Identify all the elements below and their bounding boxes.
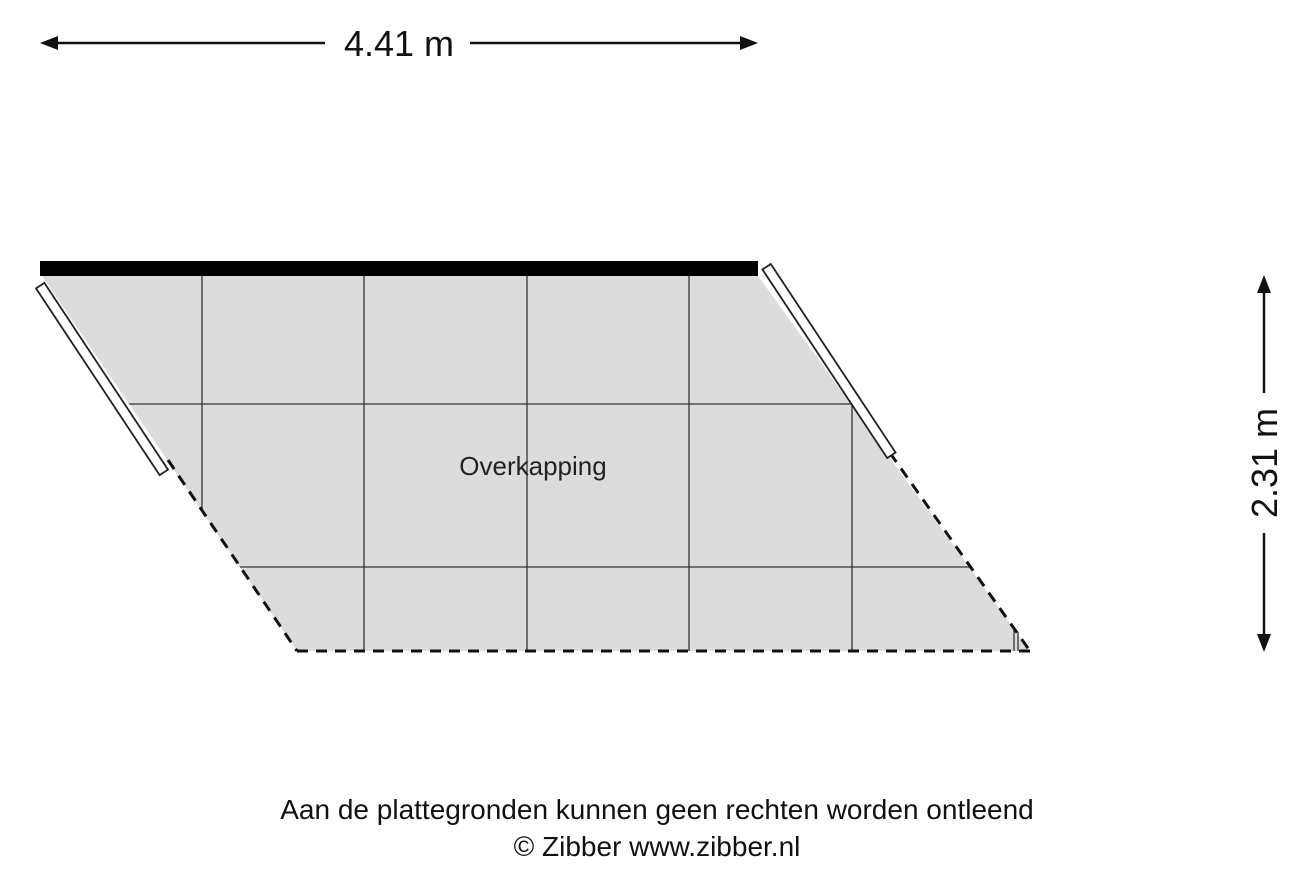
depth-dimension <box>1244 275 1285 652</box>
width-dimension <box>40 23 758 64</box>
arrow-right-icon <box>740 36 758 50</box>
room-label: Overkapping <box>459 451 607 481</box>
depth-dimension-label: 2.31 m <box>1244 407 1285 519</box>
room-overkapping <box>0 261 1100 651</box>
wall-top <box>40 261 758 276</box>
copyright-text: © Zibber www.zibber.nl <box>513 831 801 862</box>
arrow-left-icon <box>40 36 58 50</box>
disclaimer-text: Aan de plattegronden kunnen geen rechten worden ontleend <box>280 794 1034 825</box>
width-dimension-label: 4.41 m <box>343 23 455 64</box>
arrow-down-icon <box>1257 634 1271 652</box>
arrow-up-icon <box>1257 275 1271 293</box>
